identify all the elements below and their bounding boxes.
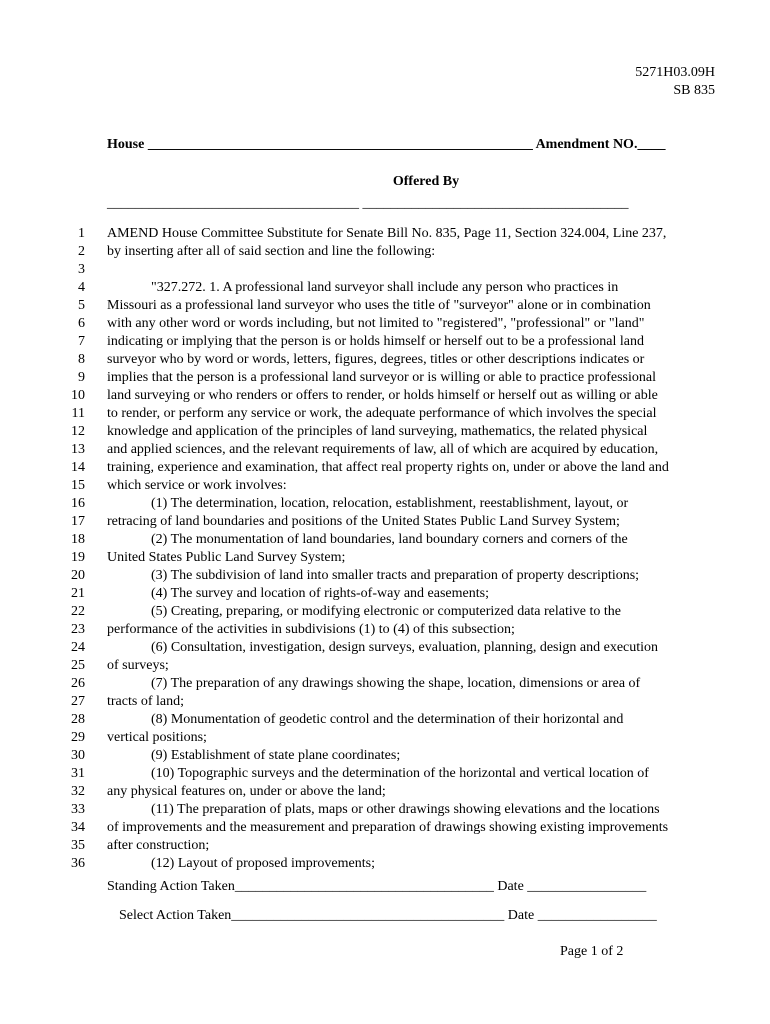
- line-text: with any other word or words including, but not limited to "registered", "professional" or "land": [107, 316, 645, 331]
- line-text: (3) The subdivision of land into smaller tracts and preparation of property descriptions;: [151, 568, 640, 583]
- line-number: 17: [71, 514, 85, 529]
- line-number: 23: [71, 622, 85, 637]
- line-text: (5) Creating, preparing, or modifying electronic or computerized data relative to the: [151, 604, 621, 619]
- line-number: 12: [71, 424, 85, 439]
- line-number: 7: [78, 334, 85, 349]
- line-number: 16: [71, 496, 85, 511]
- text-line: [0, 603, 770, 621]
- text-line: [0, 819, 770, 837]
- line-number: 31: [71, 766, 85, 781]
- select-action-line: Select Action Taken_______________________________________ Date _________________: [119, 908, 657, 923]
- text-line: [0, 711, 770, 729]
- text-line: [0, 531, 770, 549]
- line-number: 13: [71, 442, 85, 457]
- line-number: 3: [78, 262, 85, 277]
- house-amendment-line: House _______________________________________________________ Amendment NO.____: [107, 137, 666, 152]
- line-number: 26: [71, 676, 85, 691]
- line-number: 2: [78, 244, 85, 259]
- text-line: [0, 477, 770, 495]
- text-line: [0, 585, 770, 603]
- line-text: (8) Monumentation of geodetic control and the determination of their horizontal and: [151, 712, 624, 727]
- line-text: Missouri as a professional land surveyor who uses the title of "surveyor" alone or in combination: [107, 298, 651, 313]
- text-line: [0, 261, 770, 279]
- line-text: by inserting after all of said section and line the following:: [107, 244, 436, 259]
- text-line: [0, 243, 770, 261]
- line-text: (7) The preparation of any drawings showing the shape, location, dimensions or area of: [151, 676, 641, 691]
- bill-number: SB 835: [673, 83, 715, 98]
- text-line: [0, 675, 770, 693]
- text-line: [0, 693, 770, 711]
- line-text: training, experience and examination, that affect real property rights on, under or above the land and: [107, 460, 669, 475]
- line-text: surveyor who by word or words, letters, figures, degrees, titles or other descriptions indicates or: [107, 352, 645, 367]
- text-line: [0, 639, 770, 657]
- line-text: and applied sciences, and the relevant requirements of law, all of which are acquired by education,: [107, 442, 659, 457]
- offered-by-signature-lines: ____________________________________ ______________________________________: [107, 196, 629, 211]
- line-number: 10: [71, 388, 85, 403]
- line-text: (2) The monumentation of land boundaries, land boundary corners and corners of the: [151, 532, 628, 547]
- line-text: (1) The determination, location, relocation, establishment, reestablishment, layout, or: [151, 496, 629, 511]
- line-text: AMEND House Committee Substitute for Senate Bill No. 835, Page 11, Section 324.004, Line 237,: [107, 226, 667, 241]
- text-line: [0, 621, 770, 639]
- text-line: [0, 369, 770, 387]
- standing-action-line: Standing Action Taken_____________________________________ Date _________________: [107, 879, 647, 894]
- line-text: any physical features on, under or above the land;: [107, 784, 386, 799]
- text-line: [0, 747, 770, 765]
- line-text: (12) Layout of proposed improvements;: [151, 856, 375, 871]
- line-text: implies that the person is a professional land surveyor or is willing or able to practice professional: [107, 370, 656, 385]
- line-number: 14: [71, 460, 85, 475]
- line-text: tracts of land;: [107, 694, 184, 709]
- line-number: 20: [71, 568, 85, 583]
- line-number: 8: [78, 352, 85, 367]
- text-line: [0, 801, 770, 819]
- line-text: performance of the activities in subdivisions (1) to (4) of this subsection;: [107, 622, 515, 637]
- page-number: Page 1 of 2: [560, 944, 624, 959]
- text-line: [0, 279, 770, 297]
- line-number: 6: [78, 316, 85, 331]
- line-number: 27: [71, 694, 85, 709]
- offered-by-label: Offered By: [392, 174, 460, 189]
- text-line: [0, 459, 770, 477]
- line-text: which service or work involves:: [107, 478, 287, 493]
- line-number: 21: [71, 586, 85, 601]
- text-line: [0, 729, 770, 747]
- line-text: retracing of land boundaries and positions of the United States Public Land Survey System;: [107, 514, 620, 529]
- text-line: [0, 765, 770, 783]
- text-line: [0, 657, 770, 675]
- text-line: [0, 315, 770, 333]
- line-text: knowledge and application of the principles of land surveying, mathematics, the related physical: [107, 424, 648, 439]
- line-number: 1: [78, 226, 85, 241]
- line-text: (4) The survey and location of rights-of-way and easements;: [151, 586, 489, 601]
- line-text: indicating or implying that the person is or holds himself or herself out to be a professional land: [107, 334, 644, 349]
- line-text: (11) The preparation of plats, maps or other drawings showing elevations and the locations: [151, 802, 660, 817]
- line-text: to render, or perform any service or work, the adequate performance of which involves the special: [107, 406, 657, 421]
- text-line: [0, 855, 770, 873]
- text-line: [0, 333, 770, 351]
- document-identifier: [635, 64, 715, 100]
- text-line: [0, 495, 770, 513]
- line-text: vertical positions;: [107, 730, 207, 745]
- line-number: 5: [78, 298, 85, 313]
- line-text: after construction;: [107, 838, 210, 853]
- line-text: of improvements and the measurement and preparation of drawings showing existing improvements: [107, 820, 669, 835]
- line-number: 18: [71, 532, 85, 547]
- line-number: 4: [78, 280, 85, 295]
- line-text: (6) Consultation, investigation, design surveys, evaluation, planning, design and execution: [151, 640, 659, 655]
- line-number: 15: [71, 478, 85, 493]
- line-number: 28: [71, 712, 85, 727]
- line-number: 22: [71, 604, 85, 619]
- line-number: 30: [71, 748, 85, 763]
- line-text: "327.272. 1. A professional land surveyor shall include any person who practices in: [151, 280, 619, 295]
- text-line: [0, 297, 770, 315]
- text-line: [0, 423, 770, 441]
- line-number: 36: [71, 856, 85, 871]
- text-line: [0, 783, 770, 801]
- text-line: [0, 405, 770, 423]
- line-text: of surveys;: [107, 658, 169, 673]
- text-line: [0, 567, 770, 585]
- line-number: 19: [71, 550, 85, 565]
- line-number: 29: [71, 730, 85, 745]
- line-number: 33: [71, 802, 85, 817]
- text-line: [0, 549, 770, 567]
- line-number: 11: [71, 406, 85, 421]
- line-text: United States Public Land Survey System;: [107, 550, 346, 565]
- line-text: land surveying or who renders or offers to render, or holds himself or herself out as willing or able: [107, 388, 658, 403]
- text-line: [0, 225, 770, 243]
- line-text: (9) Establishment of state plane coordinates;: [151, 748, 401, 763]
- line-number: 34: [71, 820, 85, 835]
- text-line: [0, 351, 770, 369]
- text-line: [0, 837, 770, 855]
- line-number: 24: [71, 640, 85, 655]
- text-line: [0, 387, 770, 405]
- line-text: (10) Topographic surveys and the determination of the horizontal and vertical location of: [151, 766, 649, 781]
- line-number: 35: [71, 838, 85, 853]
- text-line: [0, 513, 770, 531]
- line-number: 9: [78, 370, 85, 385]
- line-number: 25: [71, 658, 85, 673]
- amendment-body: [0, 225, 770, 873]
- line-number: 32: [71, 784, 85, 799]
- text-line: [0, 441, 770, 459]
- doc-id-code: 5271H03.09H: [635, 65, 715, 80]
